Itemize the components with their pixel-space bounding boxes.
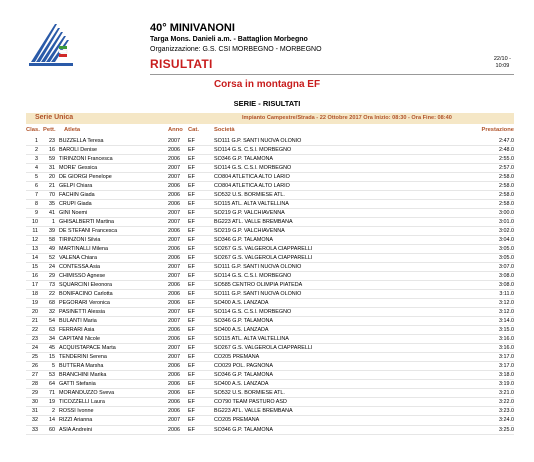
results-table [26,137,514,435]
result-performance: 2:58.0 [499,192,514,199]
result-year: 2006 [168,228,180,235]
result-athlete: MORE' Gessica [59,165,98,172]
result-performance: 3:17.0 [499,363,514,370]
table-row [26,290,514,299]
result-bib: 34 [49,336,55,343]
table-row [26,380,514,389]
result-category: EF [188,345,195,352]
event-organizer: Organizzazione: G.S. CSI MORBEGNO - MORBEGNO [150,46,322,53]
result-bib: 60 [49,426,55,433]
result-category: EF [188,426,195,433]
race-title: Corsa in montagna EF [213,79,321,90]
result-category: EF [188,183,195,190]
result-year: 2006 [168,372,180,379]
result-position: 15 [32,264,38,271]
result-category: EF [188,381,195,388]
result-category: EF [188,255,195,262]
result-category: EF [188,273,195,280]
result-year: 2006 [168,201,180,208]
result-club: SO346 G.P. TALAMONA [214,372,274,379]
result-year: 2007 [168,165,180,172]
result-athlete: VALENA Chiara [59,255,97,262]
result-athlete: BRANCHINI Marika [59,372,107,379]
result-performance: 3:00.0 [499,210,514,217]
result-year: 2006 [168,291,180,298]
result-category: EF [188,372,195,379]
table-row [26,200,514,209]
result-performance: 3:08.0 [499,273,514,280]
result-club: SO114 G.S. C.S.I. MORBEGNO [214,309,292,316]
result-performance: 3:19.0 [499,381,514,388]
result-athlete: BUZZELLA Teresa [59,138,104,144]
result-year: 2006 [168,426,180,433]
result-performance: 2:47.0 [499,138,514,144]
result-performance: 3:05.0 [499,246,514,253]
table-row [26,182,514,191]
result-category: EF [188,399,195,406]
result-bib: 23 [49,138,55,144]
result-athlete: CRUPI Giada [59,201,92,208]
col-header-club: Società [214,127,235,133]
result-year: 2006 [168,363,180,370]
result-year: 2006 [168,192,180,199]
result-category: EF [188,318,195,325]
col-header-year: Anno [168,127,183,133]
result-position: 16 [32,273,38,280]
table-row [26,326,514,335]
result-year: 2006 [168,255,180,262]
result-club: SO532 U.S. BORMIESE ATL. [214,192,285,199]
result-performance: 3:12.0 [499,300,514,307]
col-header-cat: Cat. [188,127,199,133]
table-row [26,263,514,272]
result-year: 2007 [168,309,180,316]
result-athlete: ACQUISTAPACE Marta [59,345,116,352]
result-bib: 29 [49,273,55,280]
result-bib: 22 [49,291,55,298]
result-athlete: GELPI Chiara [59,183,93,190]
result-category: EF [188,228,195,235]
organizer-logo [25,22,85,68]
result-club: CO205 PREMANA [214,417,260,424]
results-heading: RISULTATI [150,57,213,71]
result-athlete: TIRINZONI Silvia [59,237,101,244]
col-header-perf: Prestazione [481,127,514,133]
result-category: EF [188,138,195,144]
result-athlete: BAROLI Denise [59,147,98,154]
print-time: 10:09 [495,63,510,69]
result-category: EF [188,327,195,334]
result-bib: 16 [49,147,55,154]
result-bib: 39 [49,228,55,235]
result-bib: 32 [49,309,55,316]
table-row [26,317,514,326]
result-bib: 14 [49,417,55,424]
result-category: EF [188,300,195,307]
result-bib: 53 [49,372,55,379]
result-performance: 2:57.0 [499,165,514,172]
result-year: 2007 [168,345,180,352]
result-position: 20 [32,309,38,316]
result-category: EF [188,363,195,370]
serie-info: Impianto Campestre/Strada - 22 Ottobre 2017 Ora Inizio: 08:30 - Ora Fine: 08:40 [242,115,452,121]
result-club: CO029 POL. PAGNONA [214,363,273,370]
serie-bar [26,113,514,124]
result-club: SO219 G.P. VALCHIAVENNA [214,228,285,235]
table-row [26,281,514,290]
result-athlete: MARTINALLI Milena [59,246,109,253]
result-category: EF [188,147,195,154]
result-bib: 63 [49,327,55,334]
result-category: EF [188,156,195,163]
table-row [26,371,514,380]
table-row [26,245,514,254]
result-club: SO267 G.S. VALGEROLA CIAPPARELLI [214,255,313,262]
result-club: SO115 ATL. ALTA VALTELLINA [214,336,289,343]
result-year: 2007 [168,354,180,361]
result-athlete: GINI Noemi [59,210,88,217]
result-club: SO111 G.P. SANTI NUOVA OLONIO [214,264,302,271]
table-row [26,191,514,200]
result-category: EF [188,354,195,361]
result-performance: 3:17.0 [499,354,514,361]
result-athlete: PASINETTI Alessia [59,309,106,316]
result-performance: 3:08.0 [499,282,514,289]
result-position: 2 [35,147,38,154]
result-position: 9 [35,210,38,217]
col-header-pos: Clas. [26,127,40,133]
result-athlete: ROSSI Ivonne [59,408,94,415]
result-year: 2006 [168,336,180,343]
result-year: 2006 [168,246,180,253]
result-position: 32 [32,417,38,424]
result-year: 2007 [168,318,180,325]
result-bib: 54 [49,318,55,325]
result-position: 23 [32,336,38,343]
result-bib: 1 [52,219,55,226]
result-athlete: FERRARI Asia [59,327,95,334]
result-performance: 3:15.0 [499,327,514,334]
table-row [26,299,514,308]
result-position: 29 [32,390,38,397]
result-position: 28 [32,381,38,388]
result-position: 14 [32,255,38,262]
result-performance: 3:16.0 [499,336,514,343]
result-club: SO219 G.P. VALCHIAVENNA [214,210,285,217]
table-row [26,272,514,281]
result-position: 21 [32,318,38,325]
result-club: SO114 G.S. C.S.I. MORBEGNO [214,147,292,154]
result-year: 2007 [168,237,180,244]
result-club: SO267 G.S. VALGEROLA CIAPPARELLI [214,345,313,352]
result-performance: 2:55.0 [499,156,514,163]
result-category: EF [188,174,195,181]
result-performance: 3:22.0 [499,399,514,406]
result-athlete: SQUARCINI Eleonora [59,282,113,289]
results-column-headers [26,126,514,135]
result-performance: 2:58.0 [499,201,514,208]
result-bib: 20 [49,174,55,181]
result-athlete: MORANDUZZO Sveva [59,390,115,397]
result-category: EF [188,336,195,343]
result-bib: 24 [49,264,55,271]
result-performance: 2:58.0 [499,183,514,190]
result-club: SO346 G.P. TALAMONA [214,237,274,244]
result-position: 4 [35,165,38,172]
result-category: EF [188,291,195,298]
result-position: 8 [35,201,38,208]
result-athlete: ASIA Andreini [59,426,92,433]
result-category: EF [188,165,195,172]
result-club: SO346 G.P. TALAMONA [214,318,274,325]
result-year: 2006 [168,327,180,334]
result-bib: 19 [49,399,55,406]
result-performance: 2:48.0 [499,147,514,154]
table-row [26,236,514,245]
result-performance: 3:11.0 [499,291,514,298]
result-bib: 21 [49,183,55,190]
result-year: 2006 [168,183,180,190]
result-position: 12 [32,237,38,244]
result-club: SO400 A.S. LANZADA [214,327,269,334]
result-athlete: GATTI Stefania [59,381,96,388]
result-category: EF [188,210,195,217]
result-performance: 3:12.0 [499,309,514,316]
result-performance: 3:23.0 [499,408,514,415]
table-row [26,416,514,425]
result-club: CO804 ATLETICA ALTO LARIO [214,174,290,181]
result-club: SO532 U.S. BORMIESE ATL. [214,390,285,397]
table-row [26,155,514,164]
result-position: 1 [35,138,38,144]
result-club: SO267 G.S. VALGEROLA CIAPPARELLI [214,246,313,253]
result-bib: 49 [49,246,55,253]
result-club: SO114 G.S. C.S.I. MORBEGNO [214,273,292,280]
result-athlete: CONTESSA Asia [59,264,101,271]
table-row [26,407,514,416]
result-position: 24 [32,345,38,352]
result-position: 27 [32,372,38,379]
result-bib: 45 [49,345,55,352]
result-bib: 71 [49,390,55,397]
result-bib: 41 [49,210,55,217]
result-athlete: TIRINZONI Francesca [59,156,113,163]
table-row [26,173,514,182]
result-year: 2007 [168,264,180,271]
table-row [26,398,514,407]
result-performance: 3:14.0 [499,318,514,325]
result-athlete: PEGORARI Veronica [59,300,110,307]
table-row [26,227,514,236]
result-club: CO804 ATLETICA ALTO LARIO [214,183,290,190]
result-club: SO111 G.P. SANTI NUOVA OLONIO [214,291,302,298]
result-bib: 58 [49,237,55,244]
result-position: 33 [32,426,38,433]
result-athlete: TENDERINI Serena [59,354,107,361]
table-row [26,209,514,218]
result-athlete: GHISALBERTI Martina [59,219,115,226]
result-category: EF [188,309,195,316]
result-category: EF [188,237,195,244]
result-position: 18 [32,291,38,298]
print-date: 22/10 - [493,56,511,62]
result-club: SO114 G.S. C.S.I. MORBEGNO [214,165,292,172]
result-athlete: DE GIORGI Penelope [59,174,112,181]
result-performance: 3:04.0 [499,237,514,244]
result-position: 31 [32,408,38,415]
section-title: SERIE - RISULTATI [233,99,301,108]
result-club: CO205 PREMANA [214,354,260,361]
result-bib: 15 [49,354,55,361]
result-performance: 3:01.0 [499,219,514,226]
result-performance: 3:02.0 [499,228,514,235]
result-bib: 73 [49,282,55,289]
col-header-pett: Pett. [43,127,56,133]
result-position: 22 [32,327,38,334]
table-row [26,426,514,435]
result-performance: 2:58.0 [499,174,514,181]
table-row [26,362,514,371]
result-athlete: BONIFACINO Carlotta [59,291,113,298]
result-athlete: BULANTI Maria [59,318,97,325]
table-row [26,389,514,398]
result-year: 2007 [168,174,180,181]
result-athlete: CAPITANI Nicole [59,336,100,343]
result-position: 19 [32,300,38,307]
result-performance: 3:24.0 [499,417,514,424]
result-position: 13 [32,246,38,253]
col-header-athlete: Atleta [64,127,81,133]
table-row [26,164,514,173]
result-bib: 70 [49,192,55,199]
result-year: 2006 [168,282,180,289]
result-year: 2007 [168,273,180,280]
event-title: 40° MINIVANONI [150,22,235,34]
result-club: BG223 ATL. VALLE BREMBANA [214,408,293,415]
result-performance: 3:16.0 [499,345,514,352]
result-year: 2006 [168,390,180,397]
result-club: SO346 G.P. TALAMONA [214,156,274,163]
result-position: 17 [32,282,38,289]
result-bib: 68 [49,300,55,307]
result-category: EF [188,219,195,226]
table-row [26,146,514,155]
result-category: EF [188,192,195,199]
result-year: 2007 [168,417,180,424]
result-performance: 3:18.0 [499,372,514,379]
event-subtitle: Targa Mons. Danieli a.m. - Battaglion Morbegno [150,36,308,43]
table-row [26,308,514,317]
serie-label: Serie Unica [35,114,74,121]
print-datetime [494,56,511,70]
result-position: 3 [35,156,38,163]
table-row [26,335,514,344]
result-position: 30 [32,399,38,406]
result-category: EF [188,390,195,397]
result-performance: 3:07.0 [499,264,514,271]
result-bib: 5 [52,363,55,370]
result-year: 2006 [168,399,180,406]
result-category: EF [188,408,195,415]
result-athlete: TICOZZELLI Laura [59,399,105,406]
result-club: SO115 ATL. ALTA VALTELLINA [214,201,289,208]
result-position: 26 [32,363,38,370]
result-club: CO790 TEAM PASTURO ASD [214,399,287,406]
result-position: 11 [32,228,38,235]
result-category: EF [188,246,195,253]
result-club: SO585 CENTRO OLIMPIA PIATEDA [214,282,303,289]
result-bib: 2 [52,408,55,415]
result-performance: 3:05.0 [499,255,514,262]
table-row [26,254,514,263]
result-year: 2006 [168,156,180,163]
result-performance: 3:21.0 [499,390,514,397]
result-position: 5 [35,174,38,181]
result-position: 7 [35,192,38,199]
result-position: 25 [32,354,38,361]
result-athlete: CHIMISSO Agnese [59,273,106,280]
result-athlete: DE STEFANI Francesca [59,228,118,235]
result-athlete: FACHIN Giada [59,192,95,199]
result-bib: 52 [49,255,55,262]
result-year: 2006 [168,300,180,307]
header-divider [150,74,514,75]
result-year: 2007 [168,219,180,226]
result-bib: 59 [49,156,55,163]
result-year: 2006 [168,147,180,154]
result-category: EF [188,282,195,289]
result-club: BG223 ATL. VALLE BREMBANA [214,219,293,226]
table-row [26,344,514,353]
result-bib: 64 [49,381,55,388]
result-year: 2006 [168,381,180,388]
result-category: EF [188,264,195,271]
result-club: SO400 A.S. LANZADA [214,381,269,388]
result-year: 2006 [168,408,180,415]
result-performance: 3:25.0 [499,426,514,433]
result-club: SO400 A.S. LANZADA [214,300,269,307]
result-position: 6 [35,183,38,190]
result-bib: 31 [49,165,55,172]
result-position: 10 [32,219,38,226]
result-club: SO111 G.P. SANTI NUOVA OLONIO [214,138,302,144]
result-bib: 35 [49,201,55,208]
result-year: 2007 [168,138,180,144]
result-club: SO346 G.P. TALAMONA [214,426,274,433]
result-athlete: RIZZI Arianna [59,417,93,424]
result-category: EF [188,417,195,424]
table-row [26,353,514,362]
result-year: 2007 [168,210,180,217]
table-row [26,137,514,146]
result-athlete: BUTTERA Marsha [59,363,104,370]
table-row [26,218,514,227]
result-category: EF [188,201,195,208]
